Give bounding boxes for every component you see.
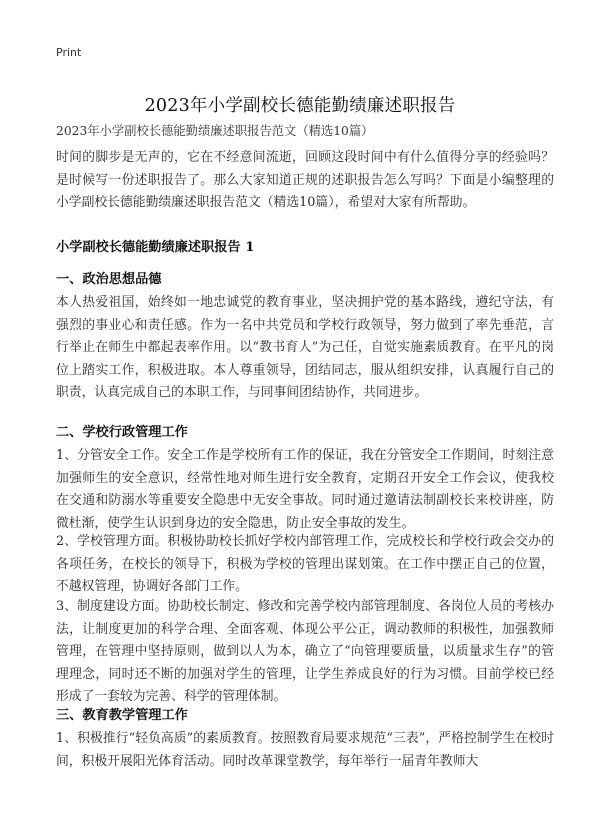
section-heading-political: 一、政治思想品德 — [56, 272, 162, 287]
section-paragraph: 本人热爱祖国，始终如一地忠诚党的教育事业，坚决拥护党的基本路线，遵纪守法，有强烈的事业心和责任感。作为一名中共党员和学校行政领导，努力做到了率先垂范，言行举止在师生中都起表率作用。以“教书育人”为己任，自觉实施素质教育。在平凡的岗位上踏实工作，积极进取。本人尊重领导，团结同志，服从组织安排，认真履行自己的职责，认真完成自己的本职工作，与同事间团结协作，共同进步。 — [56, 295, 554, 401]
section-paragraph: 1、积极推行“轻负高质”的素质教育。按照教育局要求规范“三表”，严格控制学生在校时间，积极开展阳光体育活动。同时改革课堂教学，每年举行一届青年教师大 — [56, 731, 554, 769]
document-subtitle: 2023年小学副校长德能勤绩廉述职报告范文（精选10篇） — [56, 124, 374, 138]
report-heading: 小学副校长德能勤绩廉述职报告 1 — [56, 240, 255, 255]
print-link[interactable]: Print — [56, 46, 82, 59]
section-paragraph: 1、分管安全工作。安全工作是学校所有工作的保证，我在分管安全工作期间，时刻注意加强师生的安全意识，经常性地对师生进行安全教育，定期召开安全工作会议，使我校在交通和防溺水等重要安全隐患中无安全事故。同时通过邀请法制副校长来校讲座，防微杜渐，使学生认识到身边的安全隐患，防止安全事故的发生。 — [56, 448, 554, 531]
section-paragraph: 3、制度建设方面。协助校长制定、修改和完善学校内部管理制度、各岗位人员的考核办法，让制度更加的科学合理、全面客观、体现公平公正，调动教师的积极性，加强教师管理，在管理中坚持原则，做到以人为本，确立了“向管理要质量，以质量求生存”的管理理念，同时还不断的加强对学生的管理，让学生养成良好的行为习惯。目前学校已经形成了一套较为完善、科学的管理体制。 — [56, 599, 554, 705]
section-heading-admin: 二、学校行政管理工作 — [56, 425, 188, 440]
section-paragraph: 2、学校管理方面。积极协助校长抓好学校内部管理工作，完成校长和学校行政会交办的各项任务，在校长的领导下，积极为学校的管理出谋划策。在工作中摆正自己的位置，不越权管理，协调好各部门工作。 — [56, 534, 554, 595]
section-heading-teaching: 三、教育教学管理工作 — [56, 708, 188, 723]
intro-paragraph: 时间的脚步是无声的，它在不经意间流逝，回顾这段时间中有什么值得分享的经验吗？是时候写一份述职报告了。那么大家知道正规的述职报告怎么写吗？下面是小编整理的小学副校长德能勤绩廉述职报告范文（精选10篇），希望对大家有所帮助。 — [56, 150, 554, 211]
page-title: 2023年小学副校长德能勤绩廉述职报告 — [144, 95, 456, 116]
